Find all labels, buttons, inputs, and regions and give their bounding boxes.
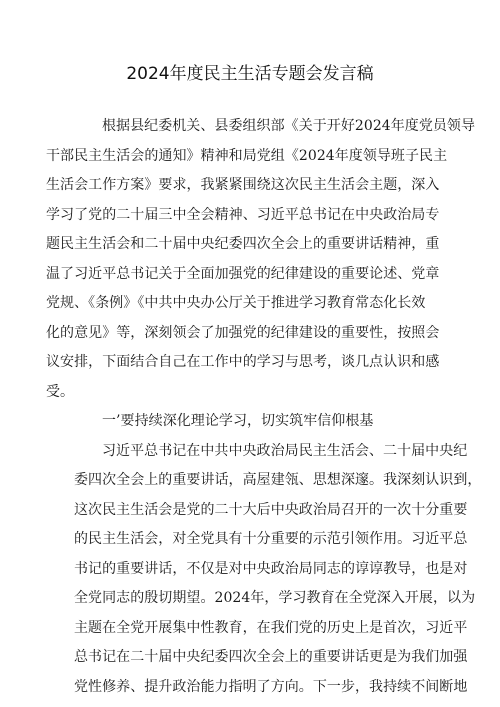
text-line: 温了习近平总书记关于全面加强党的纪律建设的重要论述、党章 <box>46 265 440 282</box>
text-line: 受。 <box>46 383 75 400</box>
section-heading-text: 一’要持续深化理论学习，切实筑牢信仰根基 <box>102 413 374 429</box>
text-line: 党规、《条例》《中共中央办公厅关于推进学习教育常态化长效 <box>46 295 426 311</box>
intro-paragraph <box>46 112 476 407</box>
text-line: 党性修养、提升政治能力指明了方向。下一步，我持续不间断地 <box>74 678 468 695</box>
text-line: 委四次全会上的重要讲话，高屋建瓴、思想深邃。我深刻认识到， <box>74 472 482 488</box>
body-paragraph <box>74 437 482 703</box>
text-line: 干部民主生活会的通知》精神和局党组《2024年度领导班子民主 <box>46 147 448 164</box>
text-line: 题民主生活会和二十届中央纪委四次全会上的重要讲话精神，重 <box>46 236 440 252</box>
section-heading <box>74 407 428 437</box>
text-line: 根据县纪委机关、县委组织部《关于开好2024年度党员领导 <box>102 118 476 134</box>
document-body <box>46 112 482 702</box>
text-line: 书记的重要讲话，不仅是对中央政治局同志的谆谆教导，也是对 <box>74 560 468 577</box>
text-line: 全党同志的殷切期望。2024年，学习教育在全党深入开展，以为 <box>74 590 476 606</box>
text-line: 学习了党的二十届三中全会精神、习近平总书记在中央政治局专 <box>46 206 440 223</box>
text-line: 的民主生活会，对全党具有十分重要的示范引领作用。习近平总 <box>74 531 468 547</box>
text-line: 习近平总书记在中共中央政治局民主生活会、二十届中央纪 <box>102 442 468 459</box>
text-line: 化的意见》等，深刻领会了加强党的纪律建设的重要性，按照会 <box>46 324 440 341</box>
text-line: 主题在全党开展集中性教育，在我们党的历史上是首次，习近平 <box>74 619 468 636</box>
text-line: 这次民主生活会是党的二十大后中央政治局召开的一次十分重要 <box>74 501 468 518</box>
document-title: 2024年度民主生活专题会发言稿 <box>126 64 374 84</box>
text-line: 生活会工作方案》要求，我紧紧围绕这次民主生活会主题，深入 <box>46 177 440 193</box>
text-line: 议安排，下面结合自己在工作中的学习与思考，谈几点认识和感 <box>46 354 440 370</box>
text-line: 总书记在二十届中央纪委四次全会上的重要讲话更是为我们加强 <box>74 649 468 665</box>
